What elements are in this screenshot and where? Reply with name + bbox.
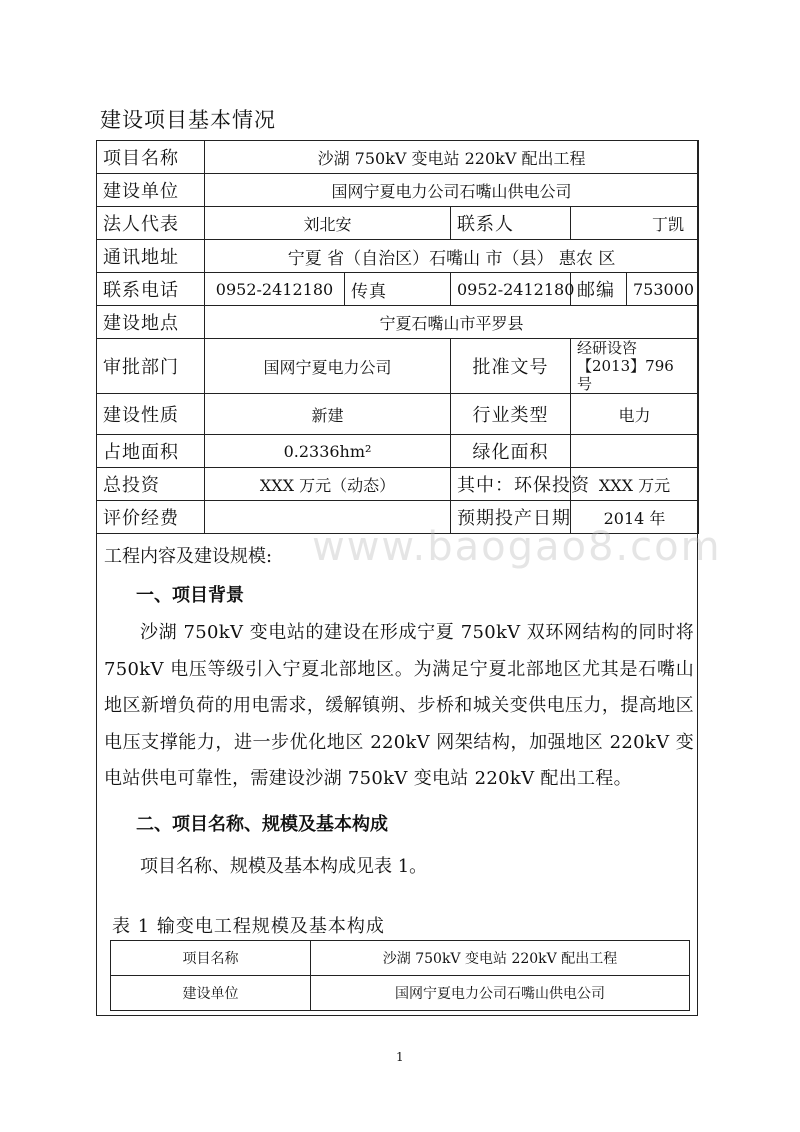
table-row (97, 394, 699, 435)
operation-date-label: 预期投产日期 (451, 501, 571, 534)
approval-doc-label: 批准文号 (451, 339, 571, 394)
fax-value: 0952-2412180 (451, 273, 571, 306)
project-name-value: 沙湖 750kV 变电站 220kV 配出工程 (205, 141, 699, 174)
postcode-label: 邮编 (571, 273, 627, 306)
table1-value: 沙湖 750kV 变电站 220kV 配出工程 (311, 941, 690, 976)
industry-value: 电力 (571, 394, 699, 435)
background-paragraph: 沙湖 750kV 变电站的建设在形成宁夏 750kV 双环网结构的同时将 750kV 电压等级引入宁夏北部地区。为满足宁夏北部地区尤其是石嘴山地区新增负荷的用电需求，缓解镇朔、步桥和城关变供电压力，提高地区电压支撑能力，进一步优化地区 220kV 网架结构，加强地区 220kV 变电站供电可靠性，需建设沙湖 750kV 变电站 220kV 配出工程。 (104, 622, 694, 789)
project-info-table (96, 140, 699, 534)
scope-paragraph: 项目名称、规模及基本构成见表 1。 (140, 855, 428, 877)
table1-value: 国网宁夏电力公司石嘴山供电公司 (311, 976, 690, 1011)
area-value: 0.2336hm² (205, 435, 451, 468)
table-row (97, 273, 699, 306)
eval-fee-label: 评价经费 (97, 501, 205, 534)
phone-label: 联系电话 (97, 273, 205, 306)
table-row (97, 174, 699, 207)
table-row (111, 976, 690, 1011)
site-value: 宁夏石嘴山市平罗县 (205, 306, 699, 339)
nature-value: 新建 (205, 394, 451, 435)
area-label: 占地面积 (97, 435, 205, 468)
builder-value: 国网宁夏电力公司石嘴山供电公司 (205, 174, 699, 207)
legal-rep-label: 法人代表 (97, 207, 205, 240)
contact-label: 联系人 (451, 207, 571, 240)
watermark: www.baogao8.com (312, 524, 722, 570)
scope-label: 工程内容及建设规模: (104, 546, 273, 567)
builder-label: 建设单位 (97, 174, 205, 207)
site-label: 建设地点 (97, 306, 205, 339)
table-row (97, 435, 699, 468)
postcode-value: 753000 (627, 273, 699, 306)
table1-label: 建设单位 (111, 976, 311, 1011)
table-row (97, 339, 699, 394)
nature-label: 建设性质 (97, 394, 205, 435)
investment-value: XXX 万元（动态） (205, 468, 451, 501)
table-row (97, 141, 699, 174)
project-description (104, 542, 694, 878)
table-row (97, 468, 699, 501)
table1 (110, 940, 690, 1011)
table1-label: 项目名称 (111, 941, 311, 976)
approver-value: 国网宁夏电力公司 (205, 339, 451, 394)
page-title: 建设项目基本情况 (100, 108, 276, 132)
approver-label: 审批部门 (97, 339, 205, 394)
env-investment-value: XXX 万元 (571, 468, 699, 501)
table1-caption: 表 1 输变电工程规模及基本构成 (112, 916, 385, 937)
table-row (111, 941, 690, 976)
address-label: 通讯地址 (97, 240, 205, 273)
page-number: 1 (396, 1050, 404, 1064)
industry-label: 行业类型 (451, 394, 571, 435)
section-heading-scope: 二、项目名称、规模及基本构成 (136, 813, 388, 835)
env-investment-label: 其中：环保投资 (451, 468, 571, 501)
project-name-label: 项目名称 (97, 141, 205, 174)
table-row (97, 207, 699, 240)
address-value: 宁夏 省（自治区）石嘴山 市（县） 惠农 区 (205, 240, 699, 273)
table-row (97, 240, 699, 273)
section-heading-background: 一、项目背景 (136, 585, 244, 606)
contact-value: 丁凯 (571, 207, 699, 240)
legal-rep-value: 刘北安 (205, 207, 451, 240)
operation-date-value: 2014 年 (571, 501, 699, 534)
investment-label: 总投资 (97, 468, 205, 501)
fax-label: 传真 (345, 273, 451, 306)
green-value (571, 435, 699, 468)
phone-value: 0952-2412180 (205, 273, 345, 306)
approval-doc-value: 经研设咨【2013】796 号 (571, 339, 699, 394)
table-row (97, 306, 699, 339)
green-label: 绿化面积 (451, 435, 571, 468)
